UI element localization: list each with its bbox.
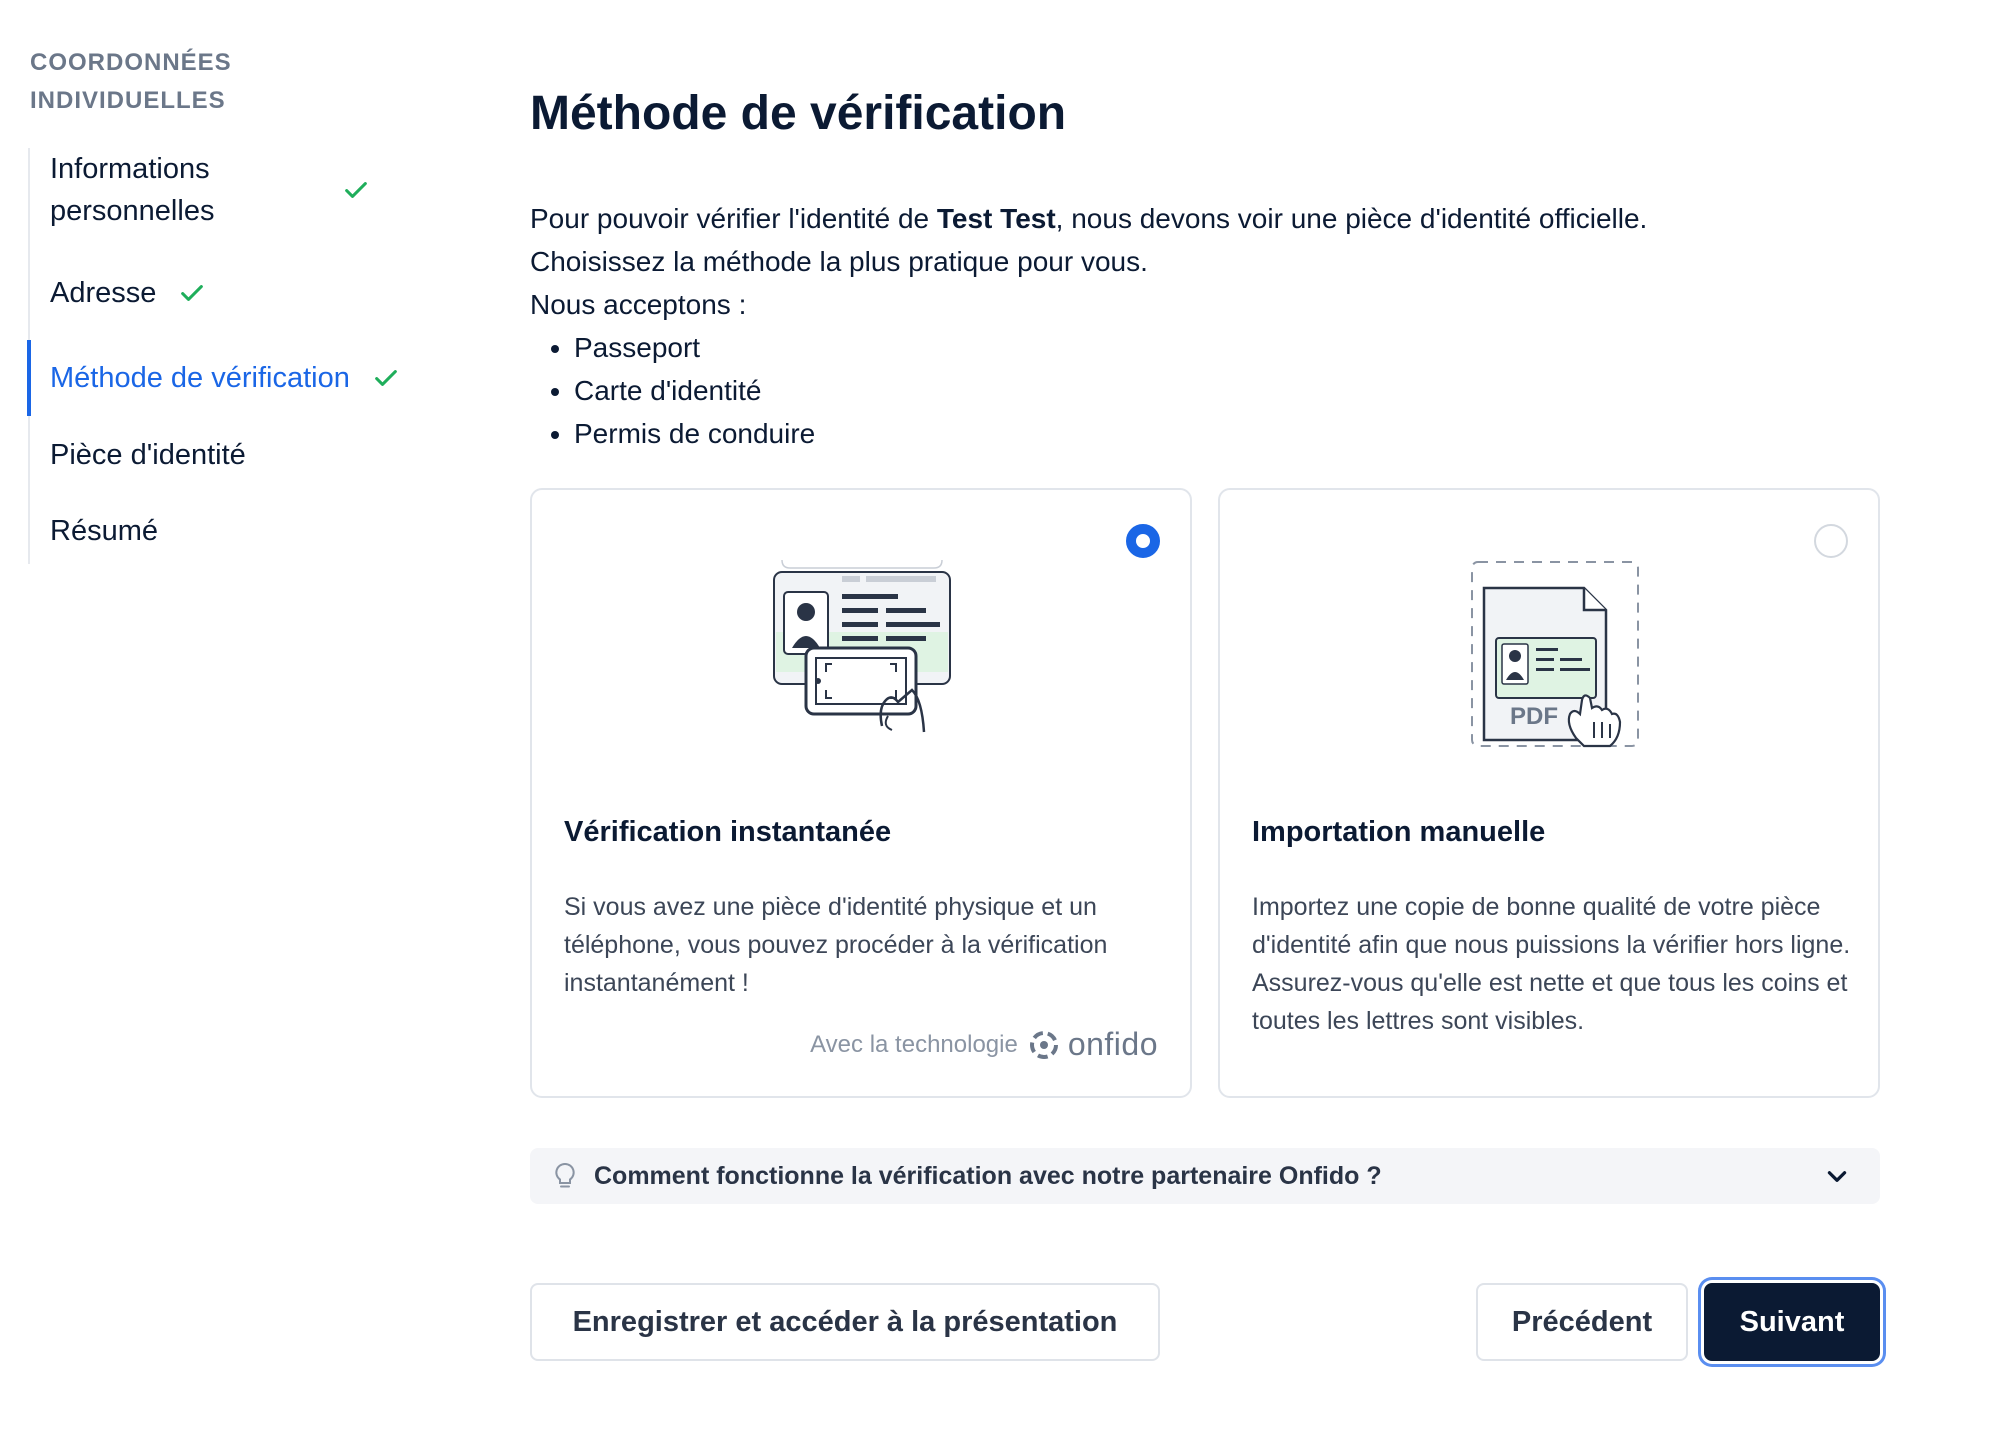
- check-icon: [342, 176, 370, 204]
- previous-button[interactable]: Précédent: [1476, 1283, 1688, 1361]
- page-title: Méthode de vérification: [530, 87, 1067, 140]
- list-item: • Permis de conduire: [574, 412, 1860, 455]
- check-icon: [372, 364, 400, 392]
- list-item: • Passeport: [574, 326, 1860, 369]
- onfido-brand: onfido: [1067, 1026, 1158, 1062]
- step-label: Adresse: [50, 277, 157, 309]
- sidebar: [0, 0, 470, 600]
- onfido-info-accordion[interactable]: [530, 1148, 1880, 1204]
- option-title: Importation manuelle: [1252, 816, 1546, 848]
- onfido-logo-icon: [1028, 1029, 1060, 1061]
- option-card-manual-import[interactable]: [1218, 488, 1880, 1098]
- next-button[interactable]: Suivant: [1704, 1283, 1880, 1361]
- option-card-instant-verification[interactable]: [530, 488, 1192, 1098]
- option-title: Vérification instantanée: [564, 816, 892, 848]
- intro-line-1: [530, 197, 1860, 240]
- step-summary[interactable]: [30, 510, 450, 552]
- list-item: • Carte d'identité: [574, 369, 1860, 412]
- intro-line-2: Choisissez la méthode la plus pratique pour vous.: [530, 246, 1148, 277]
- option-description: Si vous avez une pièce d'identité physique et un téléphone, vous pouvez procéder à la vérification instantanément !: [564, 893, 1108, 997]
- option-description: Importez une copie de bonne qualité de votre pièce d'identité afin que nous puissions la vérifier hors ligne. Assurez-vous qu'elle est nette et que tous les coins et toutes les lettres sont visibles.: [1252, 893, 1851, 1035]
- check-icon: [178, 279, 206, 307]
- radio-instant-verification[interactable]: [1126, 524, 1160, 558]
- radio-manual-import[interactable]: [1814, 524, 1848, 558]
- pdf-upload-icon: [1450, 540, 1650, 750]
- powered-by-onfido: [810, 1026, 1158, 1063]
- step-label: Pièce d'identité: [50, 439, 246, 471]
- step-label: Méthode de vérification: [50, 362, 350, 394]
- id-card-phone-scan-icon: [762, 540, 962, 750]
- user-name: Test Test: [936, 203, 1056, 234]
- step-personal-info[interactable]: [30, 148, 450, 232]
- accordion-label: Comment fonctionne la vérification avec notre partenaire Onfido ?: [594, 1161, 1382, 1190]
- intro-text: [530, 197, 1860, 455]
- lightbulb-icon: [552, 1161, 578, 1191]
- accepted-documents-list: [530, 326, 1860, 455]
- intro-prefix: Pour pouvoir vérifier l'identité de: [530, 203, 937, 234]
- intro-line-3: Nous acceptons :: [530, 289, 747, 320]
- powered-by-label: Avec la technologie: [810, 1030, 1018, 1058]
- intro-suffix: , nous devons voir une pièce d'identité officielle.: [1055, 203, 1648, 234]
- step-address[interactable]: [30, 272, 450, 314]
- step-label: Résumé: [50, 515, 158, 547]
- step-list: [28, 148, 450, 564]
- step-label: Informations personnelles: [50, 153, 215, 227]
- sidebar-heading: COORDONNÉES INDIVIDUELLES: [30, 49, 232, 114]
- svg-text:PDF: PDF: [1510, 703, 1558, 730]
- chevron-down-icon[interactable]: [1824, 1163, 1850, 1189]
- save-and-overview-button[interactable]: Enregistrer et accéder à la présentation: [530, 1283, 1160, 1361]
- step-identity-document[interactable]: [30, 434, 450, 476]
- step-verification-method[interactable]: [27, 340, 451, 416]
- main-content: [530, 0, 1880, 1445]
